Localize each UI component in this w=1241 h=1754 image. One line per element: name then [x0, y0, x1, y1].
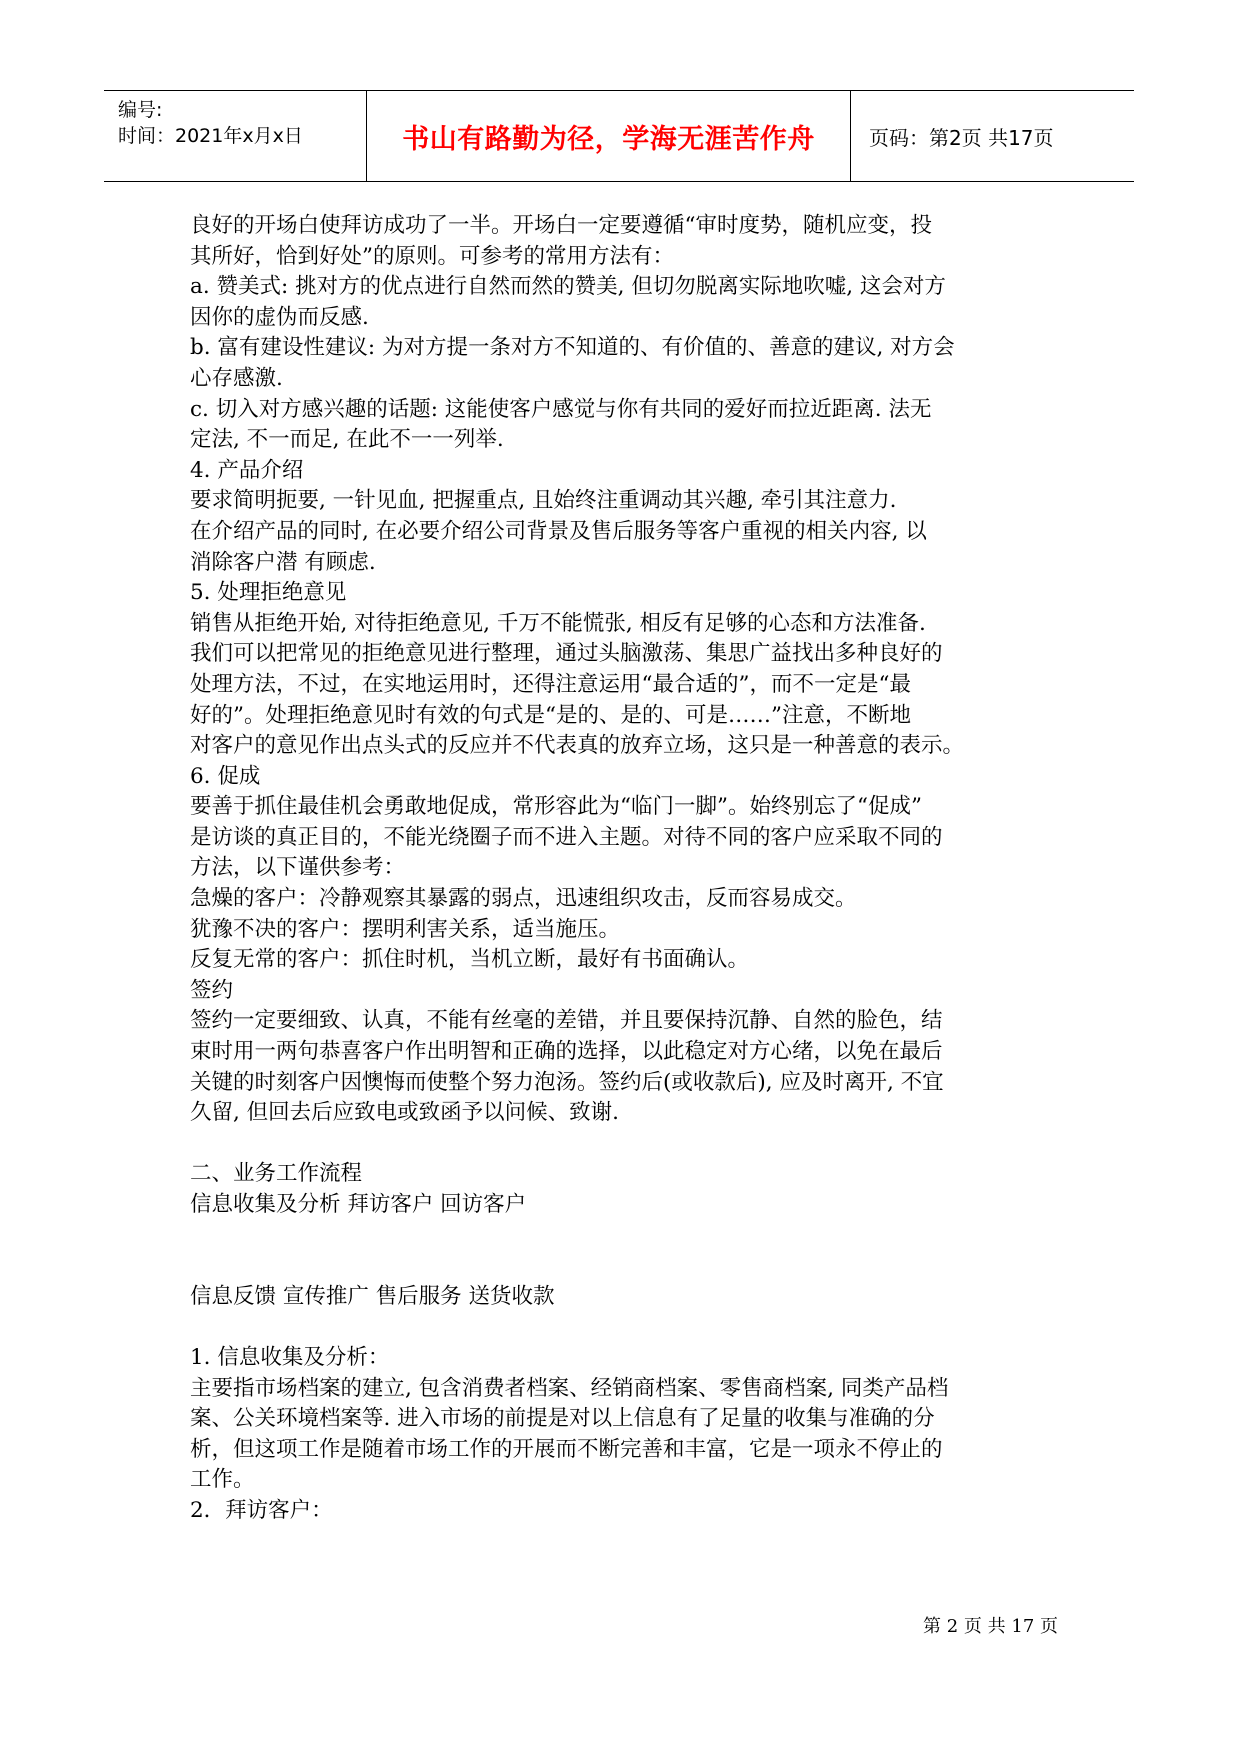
body-section-info-collection — [190, 1343, 1070, 1527]
document-header — [104, 90, 1134, 182]
text-line: 关键的时刻客户因懊悔而使整个努力泡汤。签约后(或收款后), 应及时离开, 不宜 — [190, 1069, 944, 1095]
text-line: 心存感激. — [190, 365, 283, 391]
body-section-workflow — [190, 1159, 1070, 1220]
text-line: 在介绍产品的同时, 在必要介绍公司背景及售后服务等客户重视的相关内容, 以 — [190, 518, 927, 544]
text-line: 信息收集及分析 拜访客户 回访客户 — [190, 1192, 527, 1217]
text-line: a. 赞美式: 挑对方的优点进行自然而然的赞美, 但切勿脱离实际地吹嘘, 这会对方 — [190, 274, 946, 300]
text-line: 反复无常的客户：抓住时机，当机立断，最好有书面确认。 — [190, 947, 750, 973]
body-section-main — [190, 211, 1070, 1129]
text-line: 良好的开场白使拜访成功了一半。开场白一定要遵循“审时度势，随机应变，投 — [190, 213, 932, 238]
text-line: 信息反馈 宣传推广 售后服务 送货收款 — [190, 1283, 555, 1309]
text-line: 其所好，恰到好处”的原则。可参考的常用方法有： — [190, 243, 674, 269]
section-spacer — [190, 1221, 1070, 1282]
text-line: 案、公关环境档案等. 进入市场的前提是对以上信息有了足量的收集与准确的分 — [190, 1406, 935, 1432]
text-line: 6. 促成 — [190, 763, 261, 789]
text-line: 消除客户潜 有顾虑. — [190, 549, 376, 575]
text-line: 签约一定要细致、认真，不能有丝毫的差错，并且要保持沉静、自然的脸色，结 — [190, 1008, 943, 1034]
text-line: 对客户的意见作出点头式的反应并不代表真的放弃立场，这只是一种善意的表示。 — [190, 733, 965, 759]
text-line: 2．拜访客户： — [190, 1497, 333, 1523]
text-line: 要善于抓住最佳机会勇敢地促成，常形容此为“临门一脚”。始终别忘了“促成” — [190, 794, 922, 820]
header-motto: 书山有路勤为径，学海无涯苦作舟 — [402, 123, 815, 155]
text-line: 要求简明扼要, 一针见血, 把握重点, 且始终注重调动其兴趣, 牵引其注意力. — [190, 488, 897, 514]
text-line: 犹豫不决的客户：摆明利害关系，适当施压。 — [190, 916, 621, 942]
document-number-label: 编号: — [118, 99, 163, 121]
text-line: 工作。 — [190, 1467, 255, 1493]
text-line: 主要指市场档案的建立, 包含消费者档案、经销商档案、零售商档案, 同类产品档 — [190, 1375, 949, 1401]
text-line: 因你的虚伪而反感. — [190, 304, 369, 330]
header-page-cell — [851, 91, 1134, 181]
page-footer: 第 2 页 共 17 页 — [923, 1616, 1058, 1637]
header-page-label: 页码：第2页 共17页 — [869, 125, 1054, 150]
text-line: 1. 信息收集及分析： — [190, 1344, 390, 1370]
text-line: 处理方法，不过，在实地运用时，还得注意运用“最合适的”，而不一定是“最 — [190, 671, 911, 697]
text-line: 5. 处理拒绝意见 — [190, 580, 347, 606]
text-line: 销售从拒绝开始, 对待拒绝意见, 千万不能慌张, 相反有足够的心态和方法准备. — [190, 610, 926, 636]
text-line: c. 切入对方感兴趣的话题: 这能使客户感觉与你有共同的爱好而拉近距离. 法无 — [190, 396, 932, 422]
body-section-workflow-row2 — [190, 1282, 1070, 1313]
header-motto-cell — [367, 91, 851, 181]
text-line: 是访谈的真正目的，不能光绕圈子而不进入主题。对待不同的客户应采取不同的 — [190, 824, 943, 850]
section-spacer — [190, 1312, 1070, 1343]
text-line: b. 富有建设性建议: 为对方提一条对方不知道的、有价值的、善意的建议, 对方会 — [190, 335, 955, 361]
section-spacer — [190, 1129, 1070, 1160]
text-line: 久留, 但回去后应致电或致函予以问候、致谢. — [190, 1100, 620, 1126]
text-line: 签约 — [190, 977, 234, 1003]
header-meta-cell — [104, 91, 367, 181]
text-line: 方法，以下谨供参考： — [190, 855, 406, 881]
text-line: 束时用一两句恭喜客户作出明智和正确的选择，以此稳定对方心绪，以免在最后 — [190, 1039, 943, 1065]
document-time-label: 时间：2021年x月x日 — [118, 125, 303, 147]
text-line: 4. 产品介绍 — [190, 457, 304, 483]
text-line: 二、业务工作流程 — [190, 1161, 363, 1187]
text-line: 定法, 不一而足, 在此不一一列举. — [190, 427, 504, 453]
text-line: 好的”。处理拒绝意见时有效的句式是“是的、是的、可是……”注意，不断地 — [190, 702, 911, 728]
text-line: 急燥的客户：冷静观察其暴露的弱点，迅速组织攻击，反而容易成交。 — [190, 886, 857, 912]
document-body — [190, 211, 1070, 1527]
text-line: 析，但这项工作是随着市场工作的开展而不断完善和丰富，它是一项永不停止的 — [190, 1436, 943, 1462]
text-line: 我们可以把常见的拒绝意见进行整理，通过头脑激荡、集思广益找出多种良好的 — [190, 641, 943, 667]
